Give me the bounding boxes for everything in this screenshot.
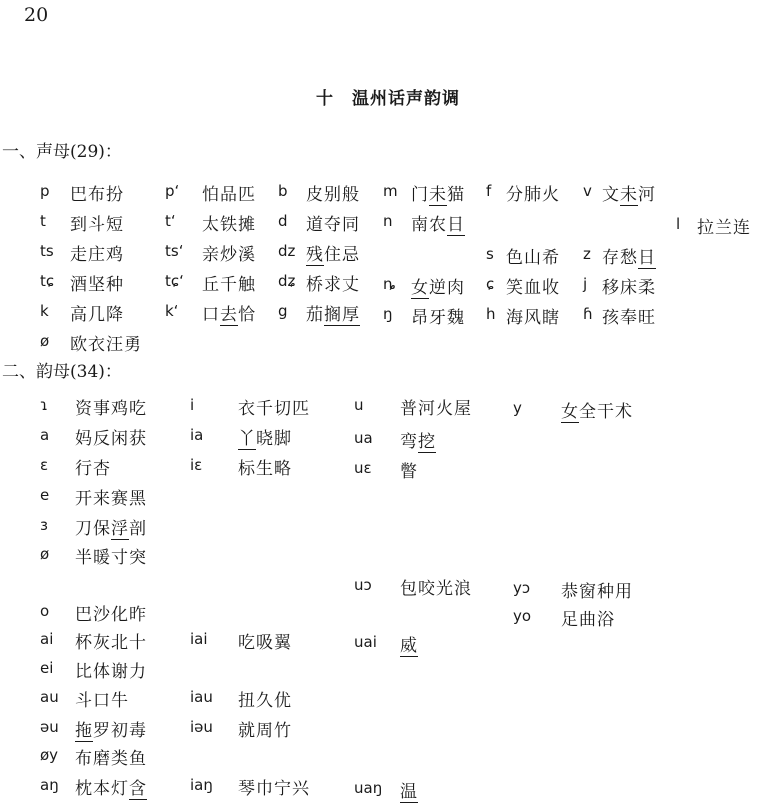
initial-example-chars: 巴布扮: [70, 185, 124, 205]
final-symbol: uaŋ: [354, 779, 383, 797]
initial-example-chars: 怕品匹: [202, 185, 256, 205]
initial-symbol: v: [583, 182, 592, 200]
initial-example-chars: 存愁日: [602, 248, 656, 268]
initial-example-chars: 移床柔: [602, 278, 656, 298]
final-example-chars: 就周竹: [238, 721, 292, 741]
initial-symbol: dz: [278, 242, 296, 260]
initial-example-chars: 孩奉旺: [602, 308, 656, 328]
final-example-chars: 妈反闲获: [75, 429, 147, 449]
final-symbol: ɿ: [40, 396, 48, 414]
initial-symbol: s: [486, 245, 494, 263]
final-example-chars: 女全干术: [561, 402, 633, 422]
final-symbol: uai: [354, 633, 377, 651]
page-title: 十 温州话声韵调: [316, 89, 460, 109]
final-example-chars: 瞥: [400, 462, 418, 482]
final-example-chars: 扭久优: [238, 691, 292, 711]
initial-example-chars: 酒坚种: [70, 275, 124, 295]
initial-symbol: dʑ: [278, 272, 296, 290]
final-symbol: iɛ: [190, 456, 203, 474]
final-example-chars: 行杏: [75, 459, 111, 479]
final-symbol: uɛ: [354, 459, 372, 477]
initial-symbol: ts‘: [165, 242, 184, 260]
final-example-chars: 资事鸡吃: [75, 399, 147, 419]
initial-example-chars: 南农日: [411, 215, 465, 235]
final-symbol: iai: [190, 630, 208, 648]
final-symbol: aŋ: [40, 776, 59, 794]
final-example-chars: 比体谢力: [75, 662, 147, 682]
initial-example-chars: 太铁摊: [202, 215, 256, 235]
final-example-chars: 恭窗种用: [561, 582, 633, 602]
initial-symbol: ȵ: [383, 275, 396, 293]
final-symbol: a: [40, 426, 50, 444]
initial-symbol: l: [676, 215, 681, 233]
initial-symbol: k: [40, 302, 49, 320]
final-example-chars: 枕本灯含: [75, 779, 147, 799]
final-symbol: i: [190, 396, 195, 414]
final-example-chars: 普河火屋: [400, 399, 472, 419]
initial-example-chars: 昂牙魏: [411, 308, 465, 328]
final-symbol: ei: [40, 659, 54, 677]
final-symbol: e: [40, 486, 50, 504]
initial-example-chars: 丘千触: [202, 275, 256, 295]
final-symbol: u: [354, 396, 364, 414]
final-example-chars: 刀保浮剖: [75, 519, 147, 539]
initial-symbol: z: [583, 245, 591, 263]
initial-example-chars: 拉兰连: [697, 218, 751, 238]
final-symbol: ai: [40, 630, 54, 648]
initials-heading: 一、声母(29)：: [2, 142, 122, 162]
final-example-chars: 吃吸翼: [238, 633, 292, 653]
initial-example-chars: 亲炒溪: [202, 245, 256, 265]
initial-symbol: p‘: [165, 182, 180, 200]
initial-example-chars: 门未猫: [411, 185, 465, 205]
initial-example-chars: 到斗短: [70, 215, 124, 235]
initial-example-chars: 欧衣汪勇: [70, 335, 142, 355]
initial-symbol: n: [383, 212, 393, 230]
initial-example-chars: 口去恰: [202, 305, 256, 325]
final-example-chars: 包咬光浪: [400, 579, 472, 599]
page-number: 20: [24, 4, 49, 26]
final-symbol: iəu: [190, 718, 213, 736]
initial-example-chars: 桥求丈: [306, 275, 360, 295]
initial-symbol: tɕ: [40, 272, 55, 290]
initial-example-chars: 文未河: [602, 185, 656, 205]
initial-symbol: d: [278, 212, 288, 230]
final-symbol: uɔ: [354, 576, 372, 594]
initial-example-chars: 笑血收: [506, 278, 560, 298]
final-symbol: ɜ: [40, 516, 48, 534]
final-example-chars: 衣千切匹: [238, 399, 310, 419]
final-example-chars: 巴沙化昨: [75, 605, 147, 625]
final-symbol: au: [40, 688, 59, 706]
initial-example-chars: 走庄鸡: [70, 245, 124, 265]
initial-symbol: b: [278, 182, 288, 200]
initial-example-chars: 海风瞎: [506, 308, 560, 328]
initial-symbol: ts: [40, 242, 54, 260]
finals-heading: 二、韵母(34)：: [2, 362, 122, 382]
final-symbol: yɔ: [513, 579, 531, 597]
final-example-chars: 温: [400, 782, 418, 802]
initial-example-chars: 道夺同: [306, 215, 360, 235]
final-symbol: øy: [40, 746, 59, 764]
final-example-chars: 半暖寸突: [75, 548, 147, 568]
initial-symbol: tɕ‘: [165, 272, 184, 290]
initial-symbol: k‘: [165, 302, 179, 320]
initial-symbol: t: [40, 212, 46, 230]
final-symbol: ɛ: [40, 456, 49, 474]
final-example-chars: 拖罗初毒: [75, 721, 147, 741]
initial-symbol: ɦ: [583, 305, 593, 323]
final-symbol: ua: [354, 429, 373, 447]
initial-example-chars: 分肺火: [506, 185, 560, 205]
initial-example-chars: 茄搁厚: [306, 305, 360, 325]
initial-example-chars: 残住忌: [306, 245, 360, 265]
final-example-chars: 琴巾宁兴: [238, 779, 310, 799]
final-example-chars: 标生略: [238, 459, 292, 479]
final-symbol: y: [513, 399, 522, 417]
initial-example-chars: 女逆肉: [411, 278, 465, 298]
final-example-chars: 弯挖: [400, 432, 436, 452]
final-symbol: iau: [190, 688, 213, 706]
initial-example-chars: 皮别般: [306, 185, 360, 205]
initial-example-chars: 高几降: [70, 305, 124, 325]
final-example-chars: 布磨类鱼: [75, 749, 147, 769]
initial-symbol: p: [40, 182, 50, 200]
initial-symbol: t‘: [165, 212, 176, 230]
final-symbol: əu: [40, 718, 59, 736]
final-symbol: o: [40, 602, 50, 620]
initial-example-chars: 色山希: [506, 248, 560, 268]
initial-symbol: ɕ: [486, 275, 495, 293]
initial-symbol: m: [383, 182, 398, 200]
final-symbol: yo: [513, 607, 532, 625]
final-example-chars: 威: [400, 636, 418, 656]
initial-symbol: ŋ: [383, 305, 393, 323]
initial-symbol: g: [278, 302, 288, 320]
initial-symbol: h: [486, 305, 496, 323]
final-example-chars: 足曲浴: [561, 610, 615, 630]
final-example-chars: 杯灰北十: [75, 633, 147, 653]
initial-symbol: f: [486, 182, 492, 200]
final-symbol: ø: [40, 545, 50, 563]
final-symbol: ia: [190, 426, 204, 444]
final-example-chars: 斗口牛: [75, 691, 129, 711]
final-example-chars: 丫晓脚: [238, 429, 292, 449]
final-symbol: iaŋ: [190, 776, 213, 794]
initial-symbol: ø: [40, 332, 50, 350]
initial-symbol: j: [583, 275, 588, 293]
final-example-chars: 开来赛黑: [75, 489, 147, 509]
